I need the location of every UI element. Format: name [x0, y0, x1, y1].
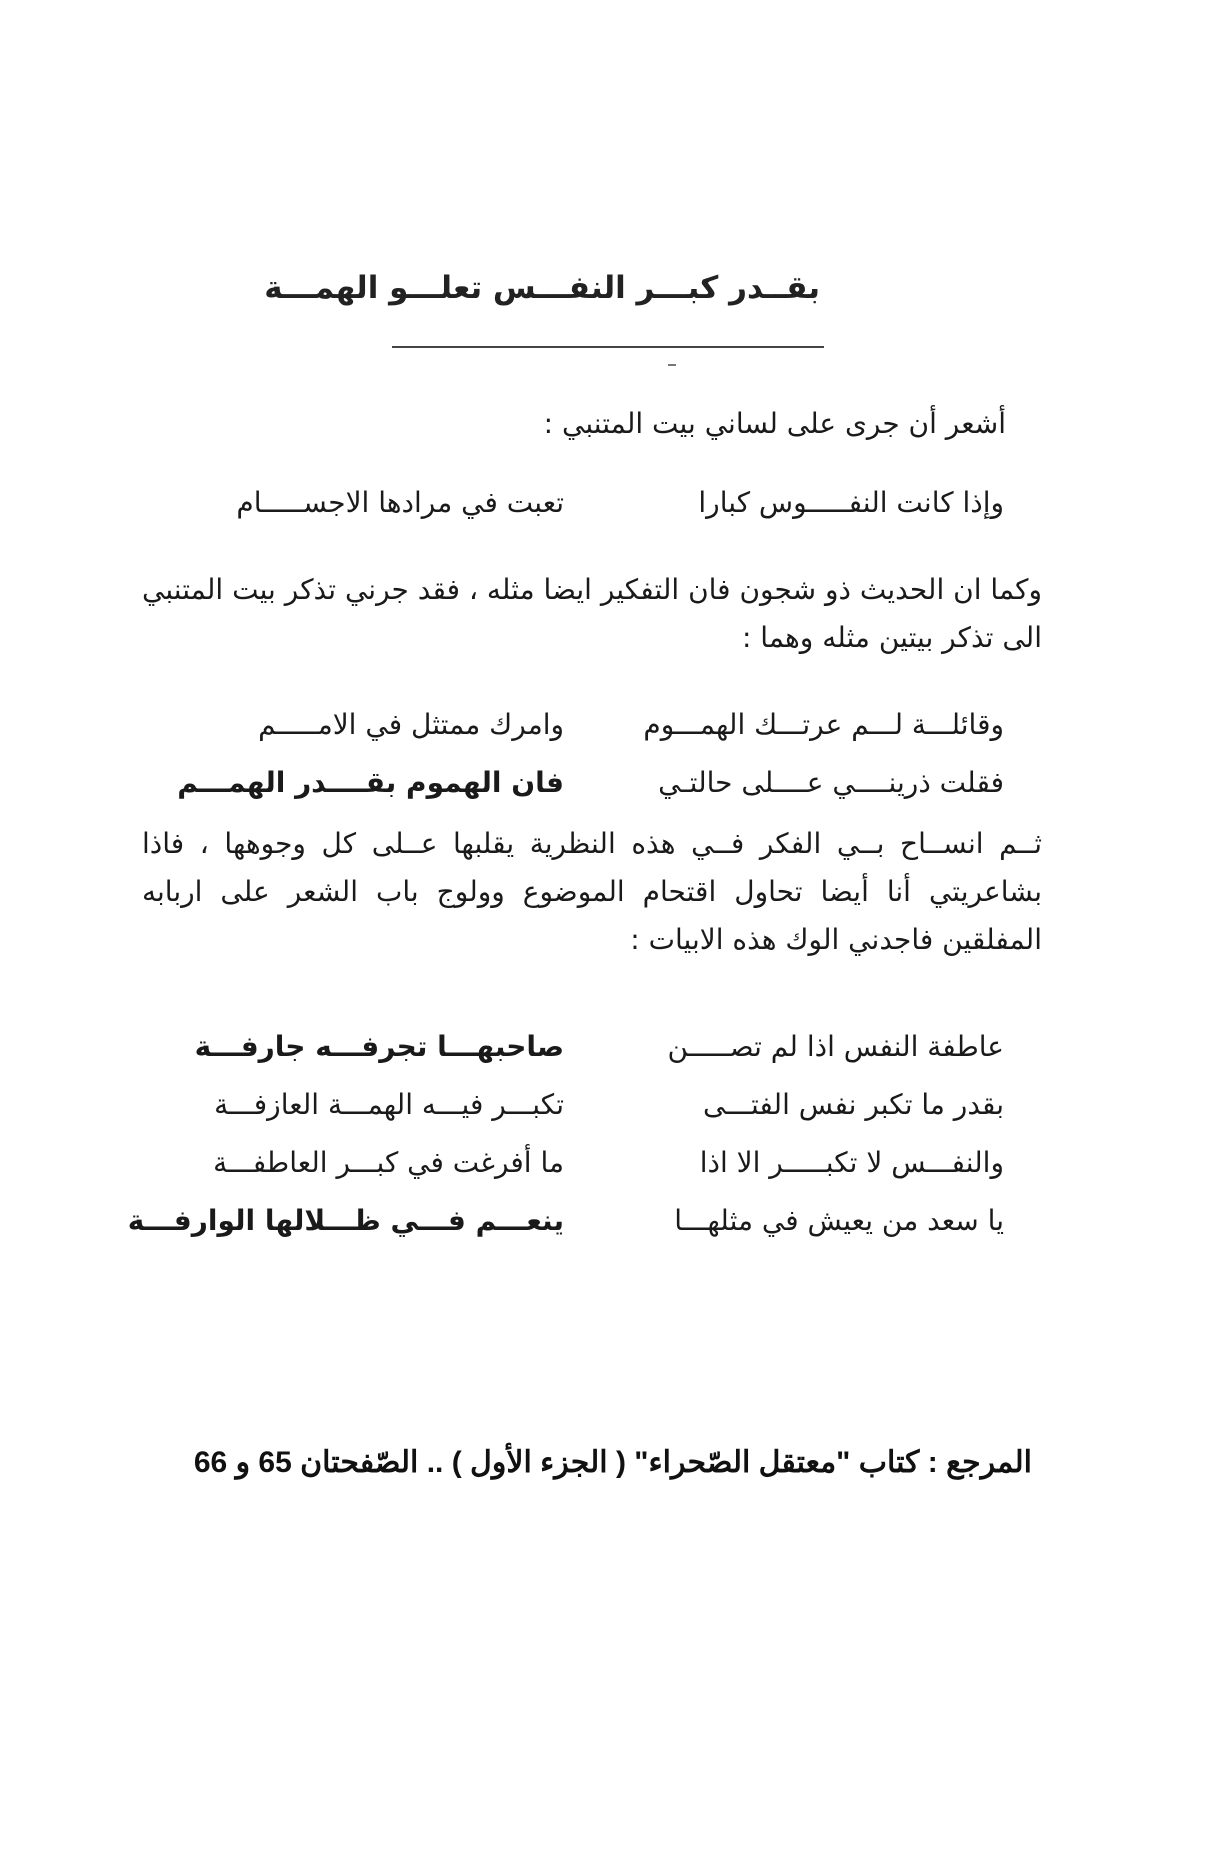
verse-pair-2 — [124, 758, 1004, 808]
verse-own-3 — [124, 1138, 1004, 1188]
title-underline — [392, 346, 824, 348]
verse-own-4 — [124, 1196, 1004, 1246]
verse-first-hemistich: عاطفة النفس اذا لم تصـــــن — [667, 1030, 1004, 1063]
verse-second-hemistich: فان الهموم بقــــدر الهمـــم — [177, 766, 564, 799]
verse-second-hemistich: ما أفرغت في كبـــر العاطفـــة — [213, 1146, 564, 1179]
reference-citation: المرجع : كتاب "معتقل الصّحراء" ( الجزء الأول ) .. الصّفحتان 65 و 66 — [193, 1446, 1032, 1479]
verse-second-hemistich: ينعـــم فـــي ظـــلالها الوارفـــة — [127, 1204, 564, 1237]
verse-first-hemistich: وقائلـــة لـــم عرتـــك الهمـــوم — [643, 708, 1004, 741]
verse-mutanabbi — [124, 478, 1004, 528]
verse-second-hemistich: تعبت في مرادها الاجســـــام — [236, 486, 564, 519]
verse-second-hemistich: وامرك ممتثل في الامـــــم — [258, 708, 564, 741]
verse-second-hemistich: تكبـــر فيـــه الهمـــة العازفـــة — [214, 1088, 564, 1121]
title-underline-mark — [668, 364, 676, 366]
verse-pair-1 — [124, 700, 1004, 750]
intro-paragraph: أشعر أن جرى على لساني بيت المتنبي : — [543, 407, 1006, 440]
verse-first-hemistich: بقدر ما تكبر نفس الفتـــى — [703, 1088, 1004, 1121]
verse-own-1 — [124, 1022, 1004, 1072]
verse-second-hemistich: صاحبهـــا تجرفـــه جارفـــة — [194, 1030, 564, 1063]
paragraph-three: ثــم انســاح بــي الفكر فــي هذه النظرية يقلبها عــلى كل وجوهها ، فاذا بشاعريتي أنا أيضا تحاول اقتحام الموضوع وولوج باب الشعر على اربابه المفلقين فاجدني الوك هذه الابيات : — [142, 827, 1042, 956]
verse-first-hemistich: فقلت ذرينــــي عــــلى حالتـي — [658, 766, 1004, 799]
verse-first-hemistich: وإذا كانت النفـــــوس كبارا — [698, 486, 1004, 519]
paragraph-two: وكما ان الحديث ذو شجون فان التفكير ايضا مثله ، فقد جرني تذكر بيت المتنبي الى تذكر بيتين مثله وهما : — [142, 573, 1042, 654]
verse-own-2 — [124, 1080, 1004, 1130]
page-title: بقــدر كبـــر النفـــس تعلـــو الهمـــة — [264, 270, 820, 306]
verse-first-hemistich: والنفـــس لا تكبـــــر الا اذا — [699, 1146, 1004, 1179]
verse-first-hemistich: يا سعد من يعيش في مثلهـــا — [674, 1204, 1004, 1237]
